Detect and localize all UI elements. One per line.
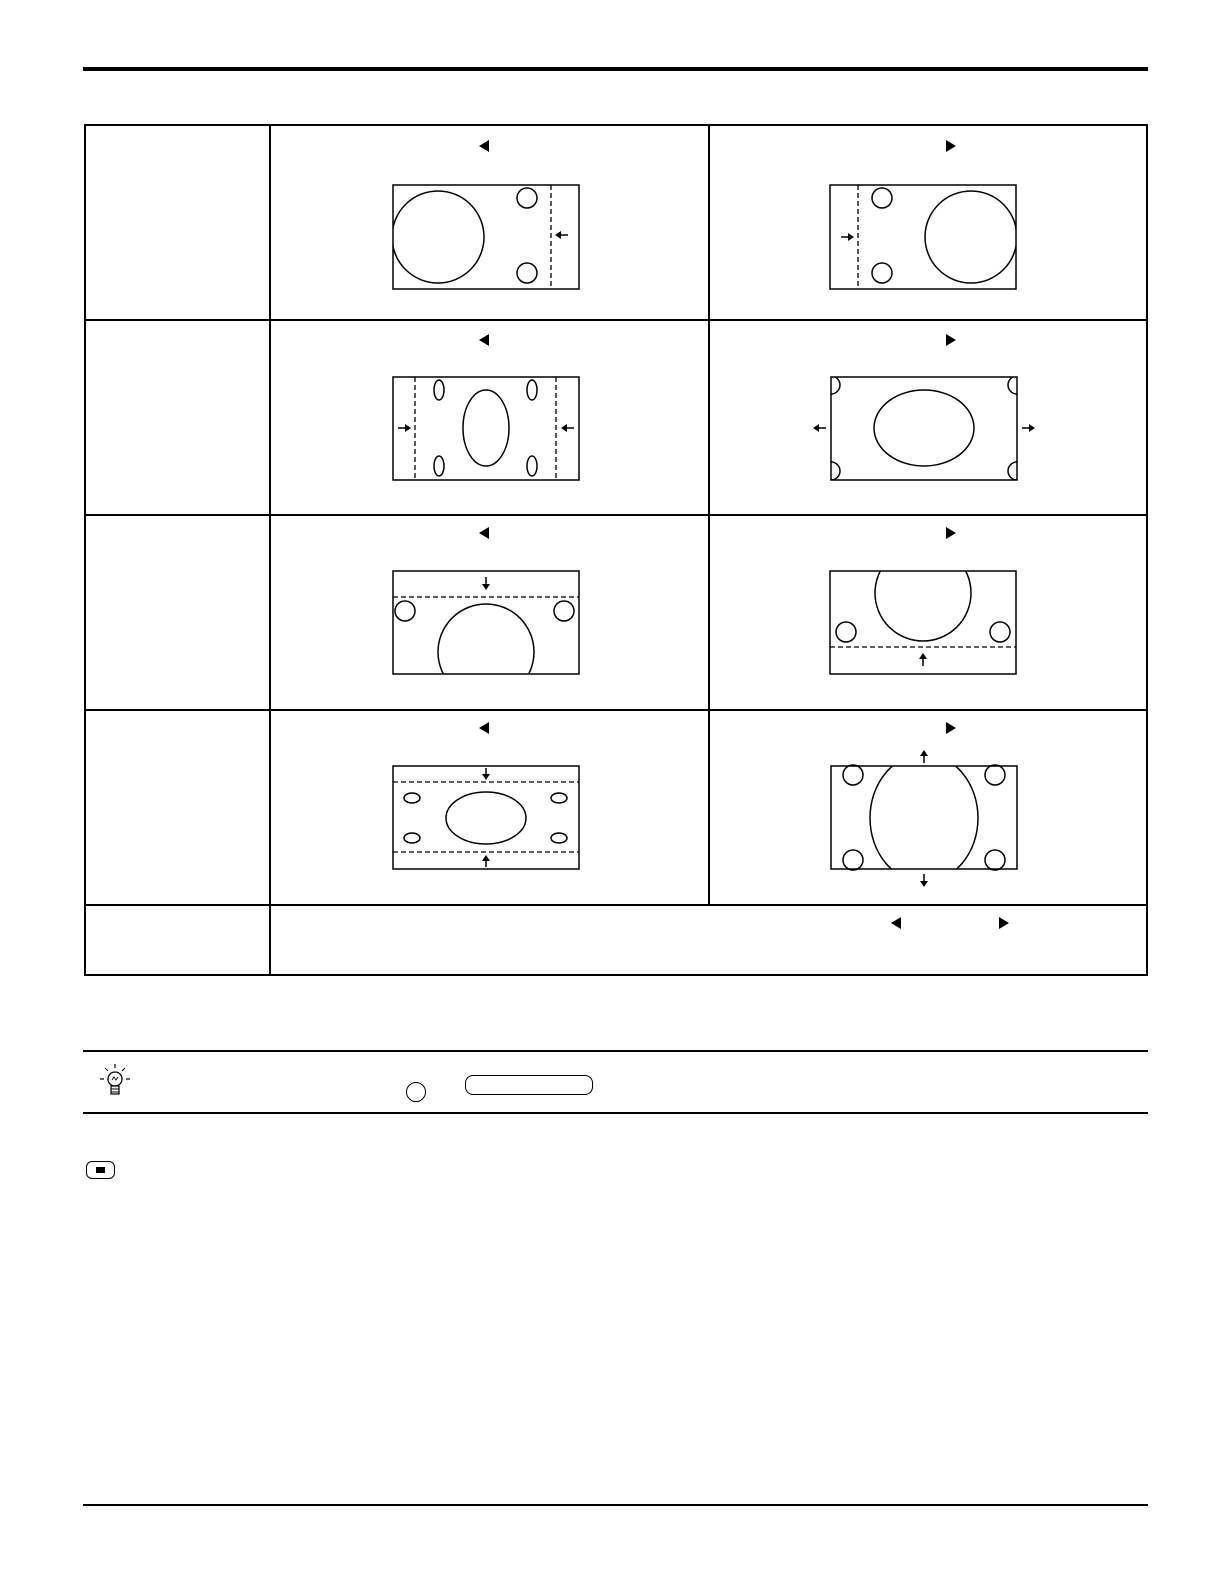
- right-adjust-cell: [709, 515, 1148, 710]
- left-triangle-icon: [479, 140, 489, 152]
- right-adjust-cell: [709, 125, 1148, 320]
- diagram-v-position-right: [710, 516, 1140, 709]
- lightbulb-icon: [97, 1062, 133, 1102]
- table-row: [85, 125, 1147, 320]
- table-row: [85, 710, 1147, 905]
- adjustment-table: [84, 124, 1148, 976]
- right-triangle-icon: [946, 334, 956, 346]
- left-triangle-icon: [889, 916, 903, 930]
- menu-button-icon: [86, 1161, 115, 1179]
- right-triangle-icon: [997, 916, 1011, 930]
- row-label: [85, 320, 270, 515]
- diagram-v-position-left: [271, 516, 701, 709]
- right-adjust-cell: [709, 320, 1148, 515]
- left-adjust-cell: [270, 515, 709, 710]
- note-cell: [270, 905, 1147, 975]
- left-triangle-icon: [479, 334, 489, 346]
- table-row: [85, 515, 1147, 710]
- row-label: [85, 125, 270, 320]
- diagram-v-size-left: [271, 711, 701, 904]
- table-row: [85, 905, 1147, 975]
- right-triangle-icon: [946, 140, 956, 152]
- table-row: [85, 320, 1147, 515]
- diagram-h-position-right: [710, 126, 1140, 319]
- hint-box: [83, 1050, 1148, 1114]
- diagram-v-size-right: [710, 711, 1140, 904]
- diagram-h-position-left: [271, 126, 701, 319]
- left-triangle-icon: [479, 527, 489, 539]
- right-triangle-icon: [946, 527, 956, 539]
- row-label: [85, 515, 270, 710]
- left-adjust-cell: [270, 125, 709, 320]
- left-triangle-icon: [479, 722, 489, 734]
- diagram-h-size-left: [271, 321, 701, 514]
- right-triangle-icon: [946, 722, 956, 734]
- top-rule: [83, 67, 1148, 71]
- diagram-h-size-right: [710, 321, 1140, 514]
- row-label: [85, 905, 270, 975]
- row-label: [85, 710, 270, 905]
- left-adjust-cell: [270, 320, 709, 515]
- bottom-rule: [83, 1504, 1148, 1506]
- round-button-icon: [406, 1082, 426, 1102]
- left-adjust-cell: [270, 710, 709, 905]
- oblong-button-icon: [465, 1075, 593, 1095]
- right-adjust-cell: [709, 710, 1148, 905]
